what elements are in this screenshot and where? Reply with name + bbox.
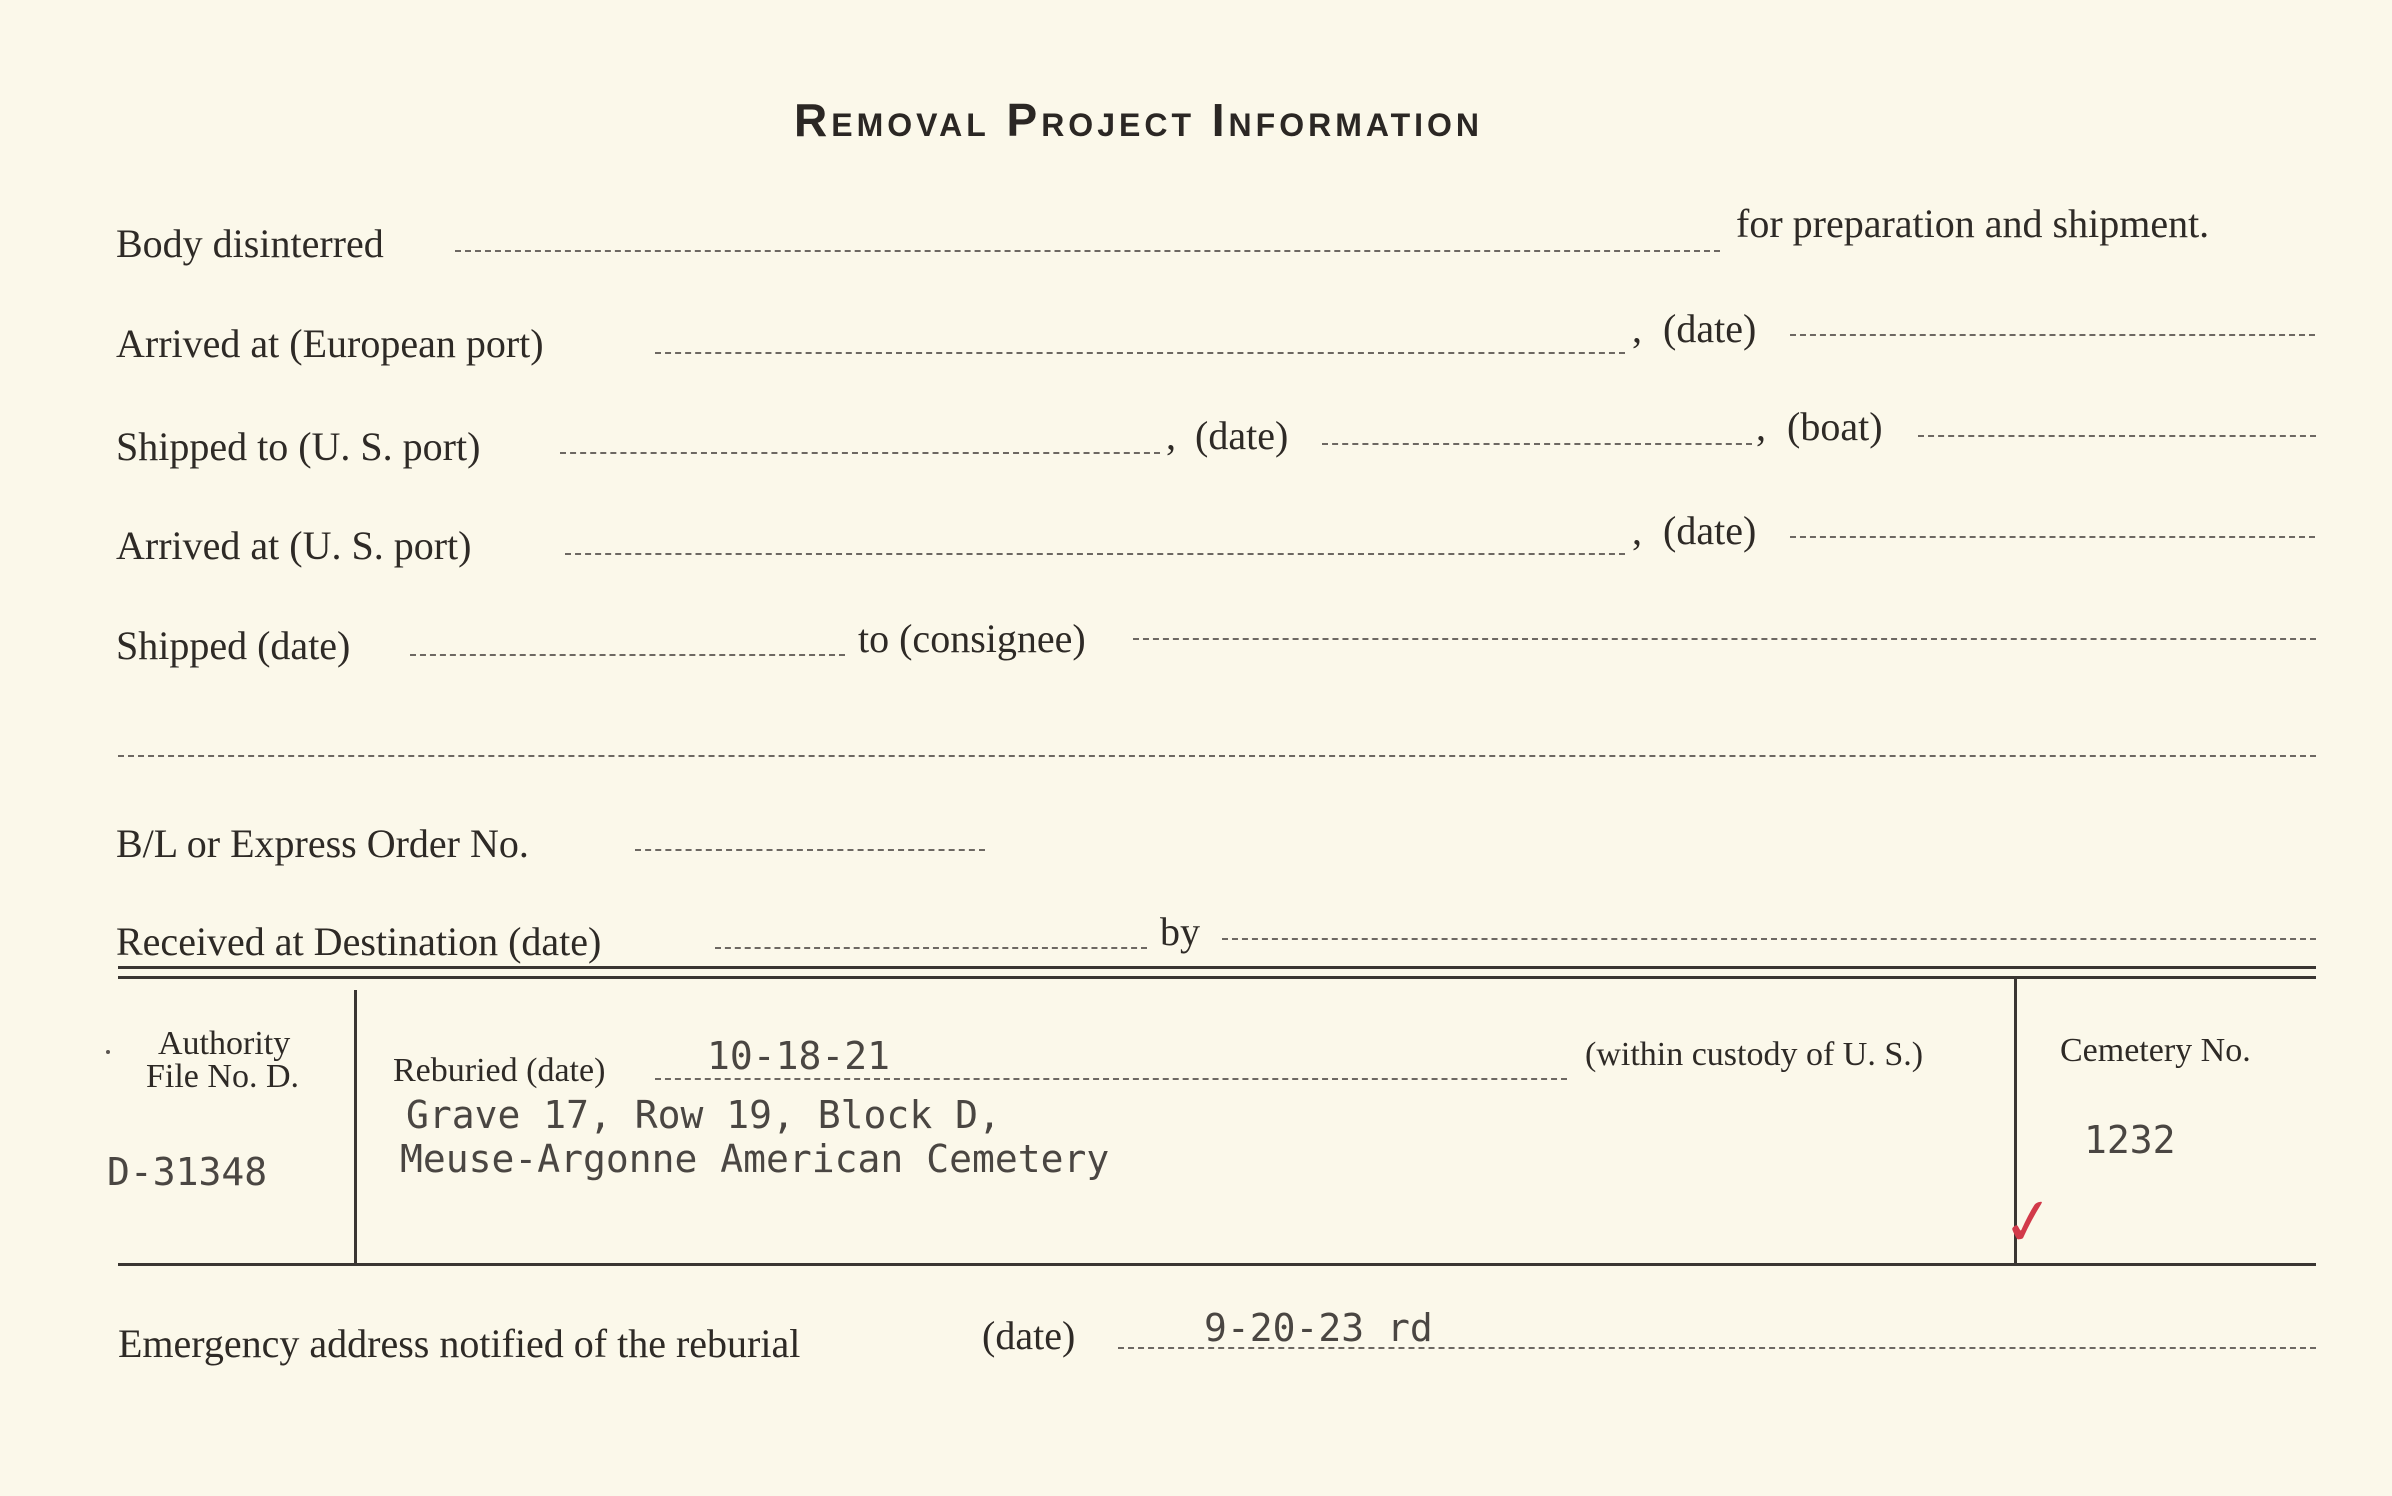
red-check-mark: ✓ — [1997, 1182, 2061, 1264]
shipped-us-comma: , — [1166, 413, 1176, 458]
arrived-european-comma: , — [1632, 306, 1642, 351]
bl-order-blank — [635, 849, 985, 851]
bl-order-label: B/L or Express Order No. — [116, 821, 529, 866]
emergency-date-value: 9-20-23 rd — [1204, 1306, 1433, 1350]
shipped-us-comma-2: , — [1756, 404, 1766, 449]
for-shipment-label: for preparation and shipment. — [1736, 201, 2210, 246]
emergency-date-label: (date) — [982, 1313, 1076, 1358]
arrived-us-date-blank — [1790, 536, 2315, 538]
card-title: Removal Project Information — [794, 94, 1484, 146]
arrived-european-label: Arrived at (European port) — [116, 321, 544, 366]
margin-dot — [106, 1050, 110, 1054]
by-label: by — [1160, 909, 1200, 954]
body-disinterred-label: Body disinterred — [116, 221, 384, 266]
received-dest-label: Received at Destination (date) — [116, 919, 602, 964]
shipped-us-date-label: (date) — [1195, 413, 1289, 458]
received-by-blank — [1222, 938, 2316, 940]
boat-label: (boat) — [1787, 404, 1883, 449]
box-top-rule-2 — [118, 976, 2316, 979]
custody-label: (within custody of U. S.) — [1585, 1036, 1924, 1073]
arrived-us-comma: , — [1632, 508, 1642, 553]
shipped-date-blank — [410, 654, 845, 656]
consignee-continuation-blank — [118, 755, 2316, 757]
reburied-date-value: 10-18-21 — [707, 1034, 891, 1078]
authority-label-line1: Authority — [158, 1025, 291, 1062]
box-bottom-rule — [118, 1263, 2316, 1266]
grave-line-1: Grave 17, Row 19, Block D, — [406, 1093, 1001, 1137]
reburied-date-blank — [655, 1078, 1567, 1080]
reburied-label: Reburied (date) — [393, 1052, 606, 1089]
arrived-us-blank — [565, 553, 1625, 555]
arrived-european-date-label: (date) — [1663, 306, 1757, 351]
file-number-value: D-31348 — [107, 1150, 268, 1194]
shipped-us-label: Shipped to (U. S. port) — [116, 424, 481, 469]
arrived-european-date-blank — [1790, 334, 2315, 336]
cemetery-no-value: 1232 — [2084, 1118, 2176, 1162]
shipped-us-blank — [560, 452, 1160, 454]
boat-blank — [1918, 435, 2316, 437]
arrived-us-date-label: (date) — [1663, 508, 1757, 553]
box-divider-left — [354, 990, 357, 1265]
received-dest-blank — [715, 947, 1147, 949]
arrived-european-blank — [655, 352, 1625, 354]
shipped-us-date-blank — [1322, 443, 1752, 445]
box-top-rule-1 — [118, 966, 2316, 969]
consignee-blank — [1133, 638, 2316, 640]
emergency-label: Emergency address notified of the reburial — [118, 1321, 801, 1366]
cemetery-no-label: Cemetery No. — [2060, 1032, 2251, 1069]
shipped-date-label: Shipped (date) — [116, 623, 351, 668]
grave-line-2: Meuse-Argonne American Cemetery — [400, 1137, 1110, 1181]
authority-label-line2: File No. D. — [146, 1058, 299, 1095]
arrived-us-label: Arrived at (U. S. port) — [116, 523, 472, 568]
consignee-label: to (consignee) — [858, 616, 1086, 661]
body-disinterred-blank — [455, 250, 1720, 252]
